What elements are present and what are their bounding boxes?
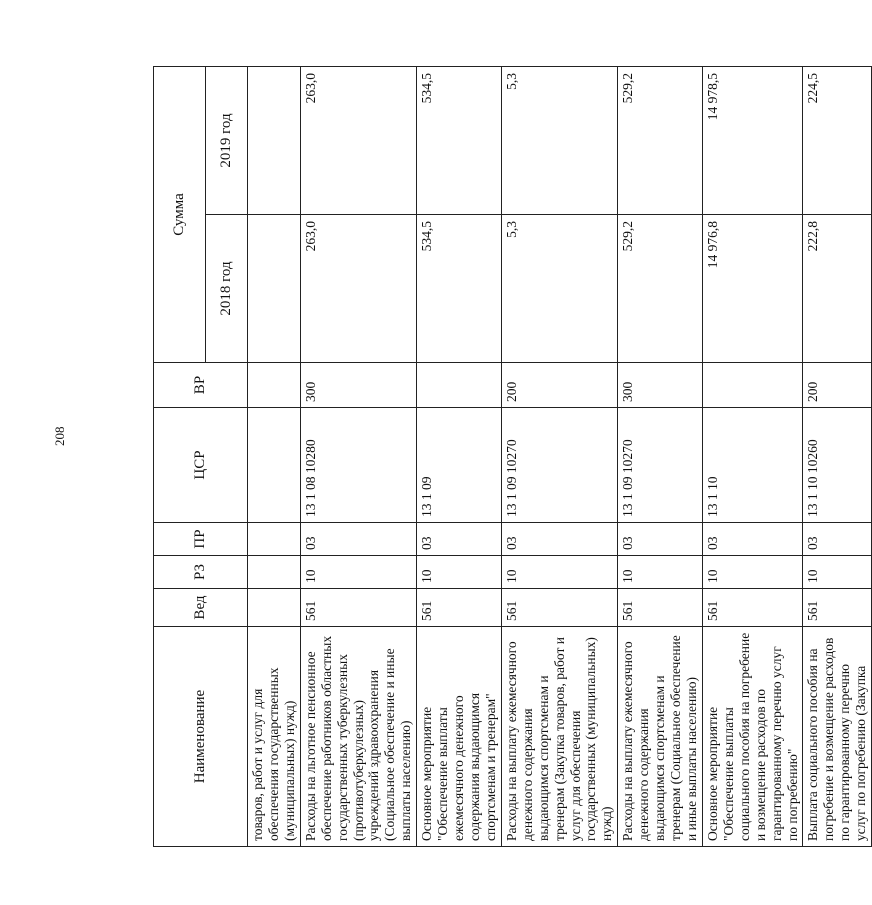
cell-2019: 534,5 xyxy=(417,66,502,214)
cell-rz: 10 xyxy=(501,556,617,589)
table-row xyxy=(702,66,803,846)
cell-ved: 561 xyxy=(803,589,872,627)
cell-vr: 300 xyxy=(618,363,703,408)
cell-name: Основное мероприятие "Обеспечение выплаты ежемесячного денежного содержания выдающимся спортсменам и тренерам" xyxy=(417,627,502,847)
cell-vr: 200 xyxy=(501,363,617,408)
cell-vr: 300 xyxy=(300,363,416,408)
cell-name: товаров, работ и услуг для обеспечения государственных (муниципальных) нужд) xyxy=(248,627,301,847)
cell-vr xyxy=(248,363,301,408)
cell-rz xyxy=(248,556,301,589)
cell-2019: 224,5 xyxy=(803,66,872,214)
cell-rz: 10 xyxy=(702,556,803,589)
cell-2018: 14 976,8 xyxy=(702,215,803,363)
header-vr: ВР xyxy=(154,363,248,408)
page-number: 208 xyxy=(52,426,67,446)
cell-pr: 03 xyxy=(417,523,502,556)
table-row xyxy=(417,66,502,846)
cell-csr: 13 1 09 10270 xyxy=(501,408,617,523)
cell-csr: 13 1 08 10280 xyxy=(300,408,416,523)
cell-pr: 03 xyxy=(300,523,416,556)
cell-ved: 561 xyxy=(501,589,617,627)
cell-name: Выплата социального пособия на погребение и возмещение расходов по гарантированному перечню услуг по погребению (Закупка xyxy=(803,627,872,847)
cell-2018: 534,5 xyxy=(417,215,502,363)
cell-2018: 5,3 xyxy=(501,215,617,363)
table-row xyxy=(248,66,301,846)
header-2019: 2019 год xyxy=(206,66,248,214)
header-sum: Сумма xyxy=(154,66,206,362)
cell-ved: 561 xyxy=(618,589,703,627)
cell-2019: 529,2 xyxy=(618,66,703,214)
cell-csr xyxy=(248,408,301,523)
cell-2018: 263,0 xyxy=(300,215,416,363)
cell-name: Основное мероприятие "Обеспечение выплаты социального пособия на погребение и возмещение расходов по гарантированному перечню услуг по погребению" xyxy=(702,627,803,847)
cell-name: Расходы на выплату ежемесячного денежного содержания выдающимся спортсменам и тренерам (Закупка товаров, работ и услуг для обеспечения государственных (муниципальных) нужд) xyxy=(501,627,617,847)
header-csr: ЦСР xyxy=(154,408,248,523)
cell-2019: 5,3 xyxy=(501,66,617,214)
cell-vr: 200 xyxy=(803,363,872,408)
cell-name: Расходы на льготное пенсионное обеспечение работников областных государственных туберкулезных (противотуберкулезных) учреждений здравоохранения (Социальное обеспечение и иные выплаты населению) xyxy=(300,627,416,847)
header-2018: 2018 год xyxy=(206,215,248,363)
cell-2019: 14 978,5 xyxy=(702,66,803,214)
table-row xyxy=(300,66,416,846)
cell-csr: 13 1 10 10260 xyxy=(803,408,872,523)
cell-name: Расходы на выплату ежемесячного денежного содержания выдающимся спортсменам и тренерам (Социальное обеспечение и иные выплаты населению) xyxy=(618,627,703,847)
header-ved: Вед xyxy=(154,589,248,627)
cell-ved: 561 xyxy=(300,589,416,627)
cell-rz: 10 xyxy=(618,556,703,589)
cell-2019 xyxy=(248,66,301,214)
cell-rz: 10 xyxy=(300,556,416,589)
budget-table-container xyxy=(153,67,869,847)
cell-rz: 10 xyxy=(803,556,872,589)
cell-ved xyxy=(248,589,301,627)
header-rz: РЗ xyxy=(154,556,248,589)
cell-2018: 222,8 xyxy=(803,215,872,363)
cell-csr: 13 1 09 xyxy=(417,408,502,523)
table-row xyxy=(501,66,617,846)
cell-csr: 13 1 10 xyxy=(702,408,803,523)
cell-pr: 03 xyxy=(618,523,703,556)
header-row xyxy=(154,66,206,846)
cell-csr: 13 1 09 10270 xyxy=(618,408,703,523)
header-name: Наименование xyxy=(154,627,248,847)
cell-ved: 561 xyxy=(702,589,803,627)
header-pr: ПР xyxy=(154,523,248,556)
cell-pr: 03 xyxy=(702,523,803,556)
cell-pr xyxy=(248,523,301,556)
cell-vr xyxy=(417,363,502,408)
cell-rz: 10 xyxy=(417,556,502,589)
table-row xyxy=(618,66,703,846)
cell-2018: 529,2 xyxy=(618,215,703,363)
budget-table xyxy=(153,66,872,847)
cell-pr: 03 xyxy=(803,523,872,556)
cell-2018 xyxy=(248,215,301,363)
cell-vr xyxy=(702,363,803,408)
cell-2019: 263,0 xyxy=(300,66,416,214)
cell-pr: 03 xyxy=(501,523,617,556)
table-row xyxy=(803,66,872,846)
cell-ved: 561 xyxy=(417,589,502,627)
